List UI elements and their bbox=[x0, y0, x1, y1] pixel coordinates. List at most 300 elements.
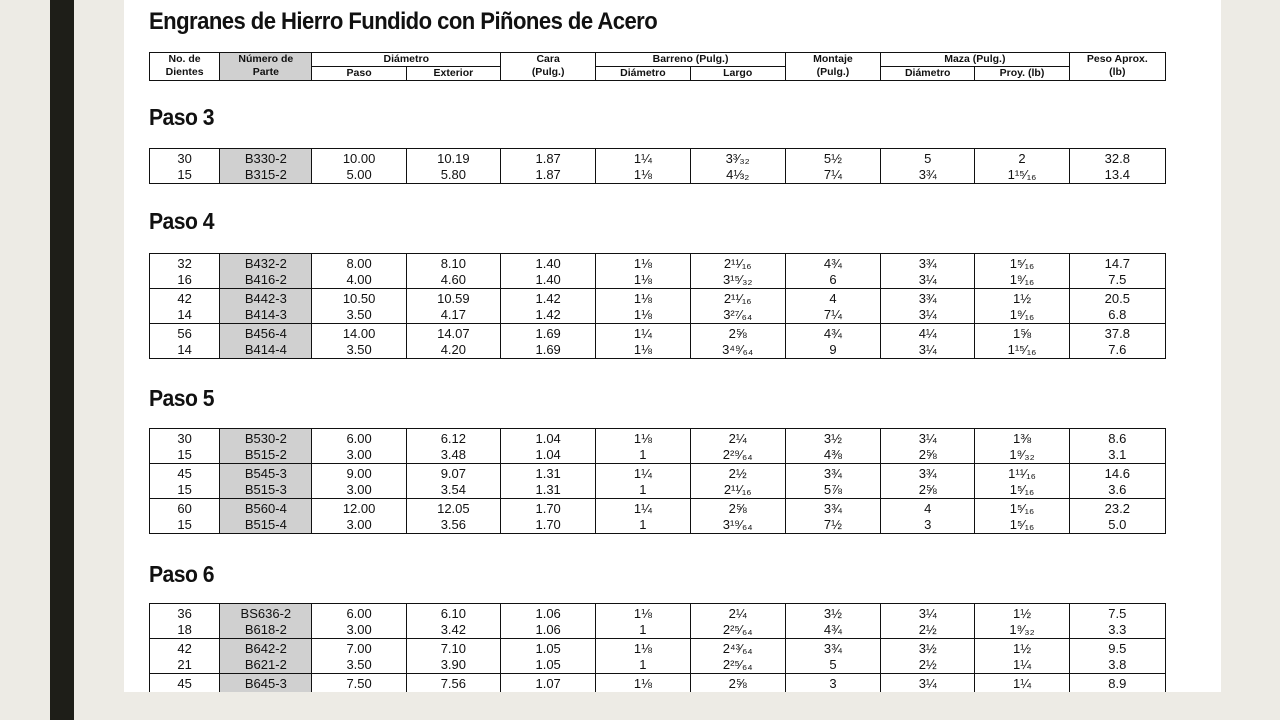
cell-value: 2²⁹⁄₆₄ bbox=[722, 447, 753, 462]
cell-value: B645-3 bbox=[244, 676, 287, 691]
cell-value: 2¹¹⁄₁₆ bbox=[723, 291, 752, 306]
cell-cara bbox=[501, 674, 596, 693]
cell-value: 14 bbox=[177, 342, 192, 357]
cell-paso bbox=[312, 324, 406, 359]
cell-value: 3.90 bbox=[440, 657, 467, 672]
cell-value: 3.56 bbox=[440, 517, 467, 532]
cell-value: 2²⁵⁄₆₄ bbox=[722, 657, 753, 672]
cell-bore-len bbox=[690, 499, 785, 534]
cell-value: 7.6 bbox=[1108, 342, 1127, 357]
cell-teeth bbox=[150, 289, 220, 324]
cell-hub-dia bbox=[881, 639, 975, 674]
page-title: Engranes de Hierro Fundido con Piñones de Acero bbox=[149, 8, 658, 35]
cell-value: 15 bbox=[177, 167, 192, 182]
header-barreno-largo: Largo bbox=[690, 67, 785, 81]
cell-value: 2½ bbox=[918, 657, 937, 672]
cell-peso bbox=[1069, 639, 1165, 674]
cell-montaje bbox=[785, 149, 880, 184]
cell-cara bbox=[501, 639, 596, 674]
cell-hub-dia bbox=[881, 429, 975, 464]
cell-value: 1½ bbox=[1012, 606, 1032, 621]
cell-cara bbox=[501, 604, 596, 639]
header-maza-diametro: Diámetro bbox=[881, 67, 975, 81]
cell-value: 14.07 bbox=[437, 326, 470, 341]
cell-montaje bbox=[785, 674, 880, 693]
cell-value: 3¾ bbox=[918, 167, 937, 182]
document-page bbox=[124, 0, 1221, 692]
cell-paso bbox=[312, 289, 406, 324]
cell-value: 15 bbox=[177, 482, 192, 497]
cell-paso bbox=[312, 254, 406, 289]
cell-value: 1.42 bbox=[535, 307, 561, 322]
cell-value: B315-2 bbox=[244, 167, 287, 182]
cell-bore-dia bbox=[596, 289, 690, 324]
cell-teeth bbox=[150, 604, 220, 639]
cell-bore-len bbox=[690, 254, 785, 289]
cell-value: 1¼ bbox=[633, 151, 652, 166]
cell-value: B560-4 bbox=[244, 501, 287, 516]
cell-value: 1 bbox=[639, 447, 647, 462]
cell-exterior bbox=[406, 324, 500, 359]
cell-value: 4¾ bbox=[823, 622, 842, 637]
cell-value: 3.48 bbox=[440, 447, 467, 462]
cell-value: 1.31 bbox=[535, 482, 561, 497]
cell-value: BS636-2 bbox=[240, 606, 292, 621]
cell-value: 1.70 bbox=[535, 517, 561, 532]
cell-value: 2⅝ bbox=[728, 676, 747, 691]
cell-value: 9.07 bbox=[440, 466, 467, 481]
table-row-group bbox=[150, 604, 1166, 639]
cell-hub-dia bbox=[881, 254, 975, 289]
header-teeth: No. de Dientes bbox=[150, 53, 220, 81]
cell-hub-proy bbox=[975, 429, 1069, 464]
cell-value: B515-4 bbox=[244, 517, 287, 532]
cell-value: 2¼ bbox=[728, 606, 747, 621]
cell-value: 3.00 bbox=[346, 447, 372, 462]
cell-value: 1⁹⁄₃₂ bbox=[1009, 622, 1035, 637]
cell-value: 1½ bbox=[1012, 291, 1032, 306]
cell-value: 3¾ bbox=[823, 641, 842, 656]
cell-value: 3¼ bbox=[918, 676, 937, 691]
header-cara: Cara (Pulg.) bbox=[501, 53, 596, 81]
cell-hub-proy bbox=[975, 324, 1069, 359]
cell-value: 3.00 bbox=[346, 482, 372, 497]
cell-bore-len bbox=[690, 464, 785, 499]
cell-value: 6.00 bbox=[346, 606, 372, 621]
cell-value: 3¾ bbox=[823, 466, 842, 481]
cell-value: 30 bbox=[177, 431, 192, 446]
cell-hub-proy bbox=[975, 149, 1069, 184]
cell-value: 1⁵⁄₁₆ bbox=[1009, 256, 1035, 271]
cell-value: 3½ bbox=[823, 431, 842, 446]
cell-teeth bbox=[150, 324, 220, 359]
cell-value: B432-2 bbox=[244, 256, 287, 271]
cell-value: 9.00 bbox=[346, 466, 372, 481]
cell-value: 8.9 bbox=[1108, 676, 1127, 691]
table-row-group bbox=[150, 674, 1166, 693]
header-diametro: Diámetro bbox=[312, 53, 501, 67]
cell-value: B515-3 bbox=[244, 482, 287, 497]
cell-value: 4 bbox=[829, 291, 837, 306]
cell-bore-dia bbox=[596, 674, 690, 693]
cell-value: 2²⁵⁄₆₄ bbox=[722, 622, 753, 637]
cell-hub-proy bbox=[975, 674, 1069, 693]
cell-value: 1⅛ bbox=[633, 676, 652, 691]
cell-value: 1.70 bbox=[535, 501, 561, 516]
cell-value: 3½ bbox=[823, 606, 842, 621]
cell-bore-len bbox=[690, 429, 785, 464]
cell-value: 3.00 bbox=[346, 622, 372, 637]
cell-part bbox=[220, 254, 312, 289]
cell-exterior bbox=[406, 149, 500, 184]
cell-paso bbox=[312, 499, 406, 534]
cell-value: B416-2 bbox=[244, 272, 287, 287]
cell-value: 3⁴⁹⁄₆₄ bbox=[722, 342, 754, 357]
header-diametro-paso: Paso bbox=[312, 67, 406, 81]
cell-montaje bbox=[785, 499, 880, 534]
cell-value: 5 bbox=[924, 151, 932, 166]
cell-peso bbox=[1069, 674, 1165, 693]
cell-value: 1¹⁵⁄₁₆ bbox=[1007, 342, 1037, 357]
cell-value: 16 bbox=[177, 272, 192, 287]
header-maza: Maza (Pulg.) bbox=[881, 53, 1070, 67]
cell-value: 7¼ bbox=[823, 307, 842, 322]
section-title-paso-5: Paso 5 bbox=[149, 385, 214, 411]
table-row-group bbox=[150, 289, 1166, 324]
cell-value: 1 bbox=[639, 482, 647, 497]
cell-value: 3 bbox=[829, 676, 837, 691]
cell-value: 6.10 bbox=[440, 606, 467, 621]
cell-value: 3.50 bbox=[346, 342, 372, 357]
cell-value: 1⁹⁄₃₂ bbox=[1009, 447, 1035, 462]
cell-bore-dia bbox=[596, 149, 690, 184]
cell-value: 1⅛ bbox=[633, 641, 652, 656]
cell-exterior bbox=[406, 499, 500, 534]
cell-bore-dia bbox=[596, 639, 690, 674]
table-row-group bbox=[150, 324, 1166, 359]
cell-value: 42 bbox=[177, 291, 192, 306]
header-barreno: Barreno (Pulg.) bbox=[596, 53, 786, 67]
cell-bore-dia bbox=[596, 464, 690, 499]
cell-value: 3²⁷⁄₆₄ bbox=[723, 307, 753, 322]
cell-peso bbox=[1069, 429, 1165, 464]
cell-value: 2⅝ bbox=[728, 326, 747, 341]
cell-bore-len bbox=[690, 604, 785, 639]
cell-value: 1¼ bbox=[633, 466, 652, 481]
cell-peso bbox=[1069, 499, 1165, 534]
cell-paso bbox=[312, 149, 406, 184]
cell-value: 1⅛ bbox=[633, 256, 652, 271]
cell-peso bbox=[1069, 464, 1165, 499]
cell-value: B414-3 bbox=[244, 307, 287, 322]
cell-part bbox=[220, 604, 312, 639]
cell-value: 32 bbox=[177, 256, 192, 271]
cell-teeth bbox=[150, 674, 220, 693]
cell-value: 1¼ bbox=[633, 326, 652, 341]
cell-value: 3¹⁵⁄₃₂ bbox=[722, 272, 753, 287]
cell-bore-dia bbox=[596, 429, 690, 464]
cell-value: 5.00 bbox=[346, 167, 372, 182]
cell-value: 1.42 bbox=[535, 291, 561, 306]
cell-value: 12.00 bbox=[342, 501, 376, 516]
cell-value: 2¼ bbox=[728, 431, 747, 446]
cell-value: 3¼ bbox=[918, 307, 937, 322]
cell-value: 1⅛ bbox=[633, 431, 652, 446]
cell-value: B530-2 bbox=[244, 431, 287, 446]
cell-value: 1⁵⁄₁₆ bbox=[1009, 517, 1035, 532]
cell-teeth bbox=[150, 464, 220, 499]
cell-value: 30 bbox=[177, 151, 192, 166]
cell-value: 1⅛ bbox=[633, 606, 652, 621]
cell-value: B515-2 bbox=[244, 447, 287, 462]
cell-value: 13.4 bbox=[1104, 167, 1130, 182]
cell-value: 5½ bbox=[823, 151, 842, 166]
cell-value: 8.10 bbox=[440, 256, 467, 271]
cell-value: 3.6 bbox=[1108, 482, 1127, 497]
left-accent-bar bbox=[50, 0, 74, 720]
cell-value: 3¼ bbox=[918, 431, 937, 446]
cell-value: 7.00 bbox=[346, 641, 372, 656]
cell-value: 12.05 bbox=[437, 501, 470, 516]
cell-exterior bbox=[406, 254, 500, 289]
section-title-paso-3: Paso 3 bbox=[149, 104, 214, 130]
cell-paso bbox=[312, 464, 406, 499]
cell-value: 5 bbox=[829, 657, 837, 672]
cell-value: 1⅜ bbox=[1012, 431, 1032, 446]
cell-hub-dia bbox=[881, 324, 975, 359]
cell-bore-len bbox=[690, 639, 785, 674]
cell-value: 4.20 bbox=[440, 342, 467, 357]
cell-exterior bbox=[406, 429, 500, 464]
column-header-table bbox=[149, 52, 1166, 81]
cell-value: 1⅛ bbox=[633, 342, 652, 357]
cell-part bbox=[220, 499, 312, 534]
cell-value: 1¼ bbox=[1012, 676, 1032, 691]
cell-value: 4¾ bbox=[823, 256, 842, 271]
cell-value: 1.87 bbox=[535, 167, 561, 182]
paso-5-table bbox=[149, 428, 1166, 534]
cell-montaje bbox=[785, 324, 880, 359]
cell-value: 36 bbox=[177, 606, 192, 621]
cell-value: 1⅝ bbox=[1012, 326, 1032, 341]
cell-teeth bbox=[150, 499, 220, 534]
cell-value: 4 bbox=[924, 501, 932, 516]
cell-part bbox=[220, 289, 312, 324]
cell-value: 2⅝ bbox=[918, 482, 937, 497]
cell-value: 1⅛ bbox=[633, 291, 652, 306]
cell-value: 6.8 bbox=[1108, 307, 1127, 322]
cell-bore-dia bbox=[596, 254, 690, 289]
cell-teeth bbox=[150, 429, 220, 464]
cell-bore-dia bbox=[596, 324, 690, 359]
cell-value: 10.00 bbox=[342, 151, 376, 166]
cell-value: 2⁴³⁄₆₄ bbox=[722, 641, 753, 656]
cell-teeth bbox=[150, 149, 220, 184]
cell-value: 1 bbox=[639, 622, 647, 637]
cell-montaje bbox=[785, 639, 880, 674]
cell-value: 6.00 bbox=[346, 431, 372, 446]
header-maza-proy: Proy. (lb) bbox=[975, 67, 1069, 81]
cell-value: 9 bbox=[829, 342, 837, 357]
cell-cara bbox=[501, 499, 596, 534]
cell-value: 15 bbox=[177, 517, 192, 532]
header-montaje: Montaje (Pulg.) bbox=[785, 53, 880, 81]
cell-montaje bbox=[785, 254, 880, 289]
section-title-paso-4: Paso 4 bbox=[149, 208, 214, 234]
cell-exterior bbox=[406, 639, 500, 674]
cell-value: 1⁹⁄₁₆ bbox=[1009, 272, 1035, 287]
cell-montaje bbox=[785, 604, 880, 639]
cell-hub-dia bbox=[881, 149, 975, 184]
cell-hub-proy bbox=[975, 289, 1069, 324]
header-diametro-exterior: Exterior bbox=[406, 67, 500, 81]
cell-part bbox=[220, 639, 312, 674]
cell-montaje bbox=[785, 429, 880, 464]
cell-value: 10.19 bbox=[437, 151, 470, 166]
header-barreno-diametro: Diámetro bbox=[596, 67, 690, 81]
cell-value: 18 bbox=[177, 622, 192, 637]
cell-value: 4⅜ bbox=[823, 447, 842, 462]
cell-value: 3¼ bbox=[918, 606, 937, 621]
cell-value: 20.5 bbox=[1104, 291, 1130, 306]
cell-value: 3¼ bbox=[918, 272, 937, 287]
cell-value: 1¼ bbox=[1012, 657, 1032, 672]
cell-value: 42 bbox=[177, 641, 192, 656]
cell-cara bbox=[501, 464, 596, 499]
cell-hub-dia bbox=[881, 604, 975, 639]
cell-value: 3.50 bbox=[346, 657, 372, 672]
cell-bore-len bbox=[690, 674, 785, 693]
cell-value: 14.7 bbox=[1104, 256, 1130, 271]
cell-value: 3¾ bbox=[918, 466, 937, 481]
cell-value: 1.69 bbox=[535, 342, 561, 357]
cell-bore-len bbox=[690, 289, 785, 324]
cell-value: 3.8 bbox=[1108, 657, 1127, 672]
cell-cara bbox=[501, 429, 596, 464]
cell-value: 1¹⁵⁄₁₆ bbox=[1007, 167, 1037, 182]
cell-value: 1⅛ bbox=[633, 167, 652, 182]
cell-value: 6 bbox=[829, 272, 837, 287]
cell-bore-len bbox=[690, 149, 785, 184]
cell-value: 1.69 bbox=[535, 326, 561, 341]
cell-value: 1¹¹⁄₁₆ bbox=[1008, 466, 1036, 481]
cell-value: 7½ bbox=[823, 517, 842, 532]
cell-hub-proy bbox=[975, 604, 1069, 639]
cell-exterior bbox=[406, 464, 500, 499]
cell-value: 21 bbox=[177, 657, 192, 672]
cell-paso bbox=[312, 639, 406, 674]
cell-value: 45 bbox=[177, 676, 192, 691]
cell-value: 7.5 bbox=[1108, 606, 1127, 621]
cell-value: B442-3 bbox=[244, 291, 287, 306]
cell-paso bbox=[312, 604, 406, 639]
cell-value: B642-2 bbox=[244, 641, 287, 656]
cell-hub-proy bbox=[975, 464, 1069, 499]
cell-cara bbox=[501, 324, 596, 359]
cell-value: 1.40 bbox=[535, 256, 561, 271]
cell-value: 3¼ bbox=[918, 342, 937, 357]
table-row-group bbox=[150, 149, 1166, 184]
cell-value: 23.2 bbox=[1104, 501, 1130, 516]
cell-part bbox=[220, 324, 312, 359]
cell-value: 1.06 bbox=[535, 606, 561, 621]
cell-value: 1⁵⁄₁₆ bbox=[1009, 501, 1035, 516]
cell-value: 14 bbox=[177, 307, 192, 322]
cell-value: 1 bbox=[639, 657, 647, 672]
table-row-group bbox=[150, 464, 1166, 499]
cell-value: 6.12 bbox=[440, 431, 467, 446]
cell-value: 3.50 bbox=[346, 307, 372, 322]
cell-value: 1 bbox=[639, 517, 647, 532]
cell-value: 37.8 bbox=[1104, 326, 1130, 341]
cell-value: 1⁹⁄₁₆ bbox=[1009, 307, 1035, 322]
cell-part bbox=[220, 429, 312, 464]
table-row-group bbox=[150, 254, 1166, 289]
cell-value: 2⅝ bbox=[728, 501, 747, 516]
cell-peso bbox=[1069, 604, 1165, 639]
cell-value: 3.42 bbox=[440, 622, 467, 637]
cell-value: 3³⁄₃₂ bbox=[725, 151, 750, 166]
cell-value: 7.56 bbox=[440, 676, 467, 691]
cell-value: 1⁵⁄₁₆ bbox=[1009, 482, 1035, 497]
cell-peso bbox=[1069, 289, 1165, 324]
cell-value: 14.6 bbox=[1104, 466, 1130, 481]
cell-paso bbox=[312, 429, 406, 464]
cell-value: 9.5 bbox=[1108, 641, 1127, 656]
cell-value: 3¾ bbox=[918, 291, 937, 306]
cell-value: 1.31 bbox=[535, 466, 561, 481]
table-row-group bbox=[150, 429, 1166, 464]
cell-montaje bbox=[785, 464, 880, 499]
cell-value: 3¹⁹⁄₆₄ bbox=[722, 517, 753, 532]
cell-peso bbox=[1069, 149, 1165, 184]
cell-montaje bbox=[785, 289, 880, 324]
cell-value: 4.00 bbox=[346, 272, 372, 287]
cell-value: 1.05 bbox=[535, 641, 561, 656]
cell-value: 1.87 bbox=[535, 151, 561, 166]
cell-value: 5.0 bbox=[1108, 517, 1127, 532]
cell-peso bbox=[1069, 324, 1165, 359]
cell-bore-dia bbox=[596, 499, 690, 534]
paso-4-table bbox=[149, 253, 1166, 359]
cell-value: B545-3 bbox=[244, 466, 287, 481]
cell-value: 1.05 bbox=[535, 657, 561, 672]
cell-value: 3.00 bbox=[346, 517, 372, 532]
cell-bore-len bbox=[690, 324, 785, 359]
cell-value: 56 bbox=[177, 326, 192, 341]
cell-value: 8.00 bbox=[346, 256, 372, 271]
cell-value: 4⅓₂ bbox=[726, 167, 750, 182]
cell-value: B621-2 bbox=[244, 657, 287, 672]
cell-hub-dia bbox=[881, 499, 975, 534]
paso-3-table bbox=[149, 148, 1166, 184]
cell-value: 3¾ bbox=[823, 501, 842, 516]
cell-exterior bbox=[406, 674, 500, 693]
cell-value: 1.07 bbox=[535, 676, 561, 691]
cell-value: B456-4 bbox=[244, 326, 287, 341]
cell-value: 1¼ bbox=[633, 501, 652, 516]
cell-teeth bbox=[150, 639, 220, 674]
cell-value: 7.5 bbox=[1108, 272, 1127, 287]
table-row-group bbox=[150, 639, 1166, 674]
cell-value: 4.17 bbox=[440, 307, 467, 322]
cell-value: 10.50 bbox=[342, 291, 376, 306]
cell-hub-dia bbox=[881, 674, 975, 693]
cell-value: 4.60 bbox=[440, 272, 467, 287]
cell-teeth bbox=[150, 254, 220, 289]
cell-value: 2⅝ bbox=[918, 447, 937, 462]
cell-part bbox=[220, 149, 312, 184]
